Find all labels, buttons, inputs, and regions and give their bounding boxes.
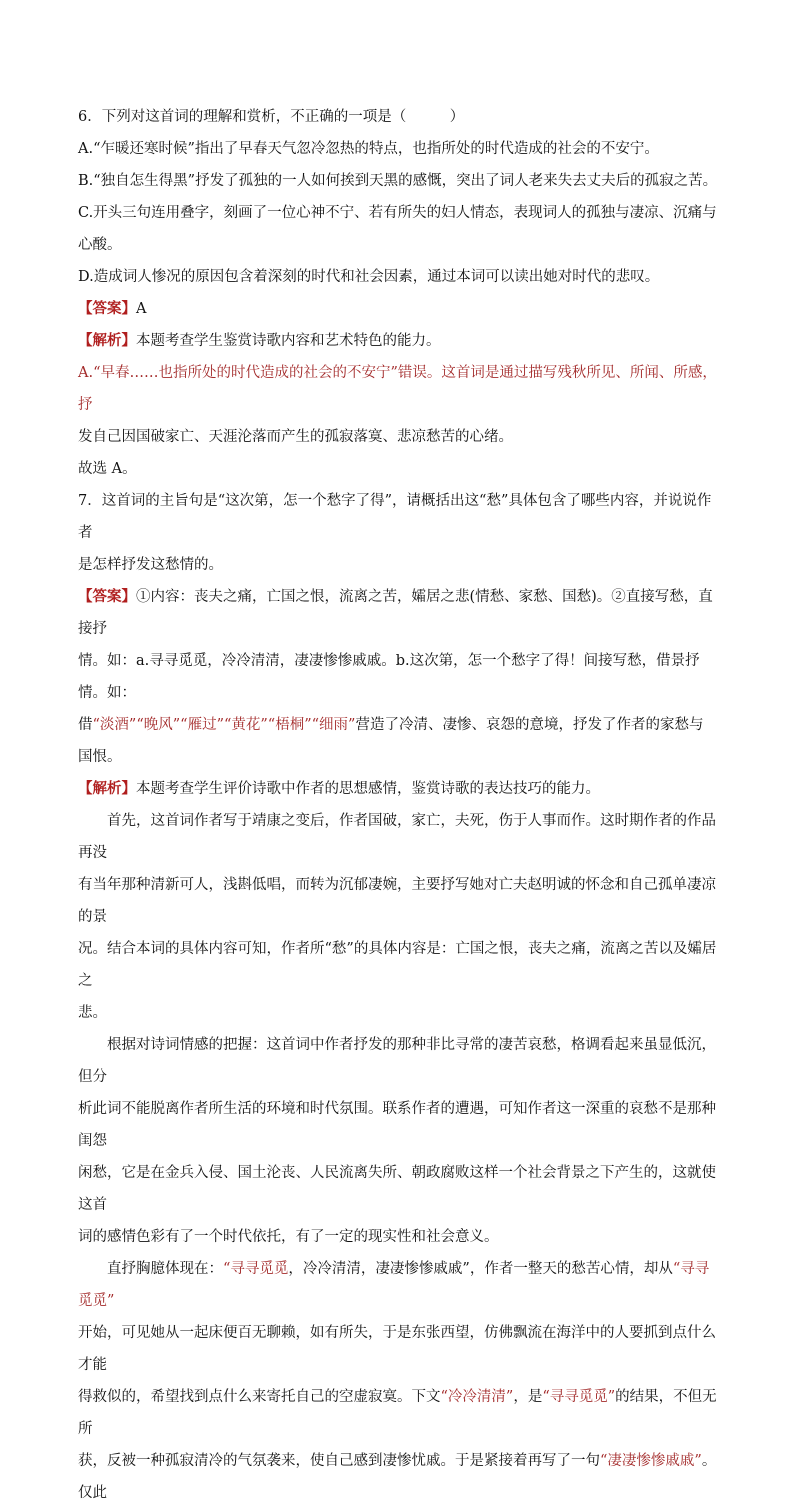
quoted-phrase: “寻寻觅觅” [542,1389,616,1405]
question-7-stem-2: 是怎样抒发这愁情的。 [78,557,223,573]
analysis-paragraph-1-line-2: 有当年那种清新可人，浅斟低唱，而转为沉郁凄婉，主要抒写她对亡夫赵明诚的怀念和自己孤单凄凉的景 [78,877,716,925]
content-body [78,101,722,1509]
answer-text: 营造了冷清、凄惨、哀怨的意境，抒发了作者的家愁与 [355,717,704,733]
analysis-paragraph-3-line-3 [78,1381,722,1445]
question-6-analysis-detail: A.“早春……也指所处的时代造成的社会的不安宁”错误。这首词是通过描写残秋所见、所闻、所感，抒 [78,365,717,413]
quoted-phrase: “寻寻觅觅 [223,1261,289,1277]
question-6-answer [78,293,722,325]
question-6-option-a: A.“乍暖还寒时候”指出了早春天气忽冷忽热的特点，也指所处的时代造成的社会的不安宁。 [78,141,659,157]
analysis-text: 本题考查学生评价诗歌中作者的思想感情，鉴赏诗歌的表达技巧的能力。 [136,781,600,797]
analysis-tag: 【解析】 [78,780,136,797]
question-7-answer [78,581,722,645]
question-7-analysis [78,773,722,805]
question-6-stem: 6．下列对这首词的理解和赏析，不正确的一项是（ ） [78,109,465,125]
quoted-phrase: “冷冷清清” [440,1389,514,1405]
analysis-paragraph-2-line-4: 词的感情色彩有了一个时代依托，有了一定的现实性和社会意义。 [78,1229,499,1245]
analysis-text: 本题考查学生鉴赏诗歌内容和艺术特色的能力。 [136,333,441,349]
answer-tag: 【答案】 [78,588,136,605]
analysis-paragraph-1-line-3: 况。结合本词的具体内容可知，作者所“愁”的具体内容是：亡国之恨，丧夫之痛，流离之苦以及孀居之 [78,941,717,989]
question-7-stem: 7．这首词的主旨句是“这次第，怎一个愁字了得”，请概括出这“愁”具体包含了哪些内容，并说说作者 [78,493,712,541]
analysis-paragraph-3-line-4 [78,1445,722,1509]
analysis-paragraph-3-line-1 [78,1253,722,1317]
question-7-answer-line-2: 情。如：a.寻寻觅觅，冷冷清清，凄凄惨惨戚戚。b.这次第，怎一个愁字了得！间接写愁，借景抒情。如： [78,653,700,701]
analysis-paragraph-2-line-3: 闲愁，它是在金兵入侵、国土沦丧、人民流离失所、朝政腐败这样一个社会背景之下产生的，这就使这首 [78,1165,716,1213]
question-6-analysis [78,325,722,357]
analysis-paragraph-3-line-2: 开始，可见她从一起床便百无聊赖，如有所失，于是东张西望，仿佛飘流在海洋中的人要抓到点什么才能 [78,1325,716,1373]
answer-value: A [136,301,147,317]
highlighted-imagery: “淡酒”“晚风”“雁过”“黄花”“梧桐”“细雨” [92,717,356,733]
para-text: ，冷冷清清，凄凄惨惨戚戚”，作者一整天的愁苦心情，却从 [288,1261,673,1277]
analysis-paragraph-1-line-1: 首先，这首词作者写于靖康之变后，作者国破，家亡，夫死，伤于人事而作。这时期作者的作品再没 [78,813,716,861]
question-6-option-d: D.造成词人惨况的原因包含着深刻的时代和社会因素，通过本词可以读出她对时代的悲叹。 [78,269,660,285]
para-text: 的结果，不但无所 [78,1389,717,1437]
question-6-analysis-detail-2: 发自己因国破家亡、天涯沦落而产生的孤寂落寞、悲凉愁苦的心绪。 [78,429,513,445]
para-text: 得救似的，希望找到点什么来寄托自己的空虚寂寞。下文 [78,1389,441,1405]
para-text: ，是 [513,1389,543,1405]
question-6-choice: 故选 A。 [78,461,137,477]
quoted-phrase: “凄凄惨惨戚戚” [600,1453,702,1469]
question-7-answer-line-3 [78,709,722,741]
question-7-answer-line-4: 国恨。 [78,749,122,765]
answer-text: 借 [78,717,93,733]
answer-line-1: ①内容：丧夫之痛，亡国之恨，流离之苦，孀居之悲(情愁、家愁、国愁)。②直接写愁，直接抒 [78,589,713,637]
analysis-paragraph-2-line-2: 析此词不能脱离作者所生活的环境和时代氛围。联系作者的遭遇，可知作者这一深重的哀愁不是那种闺怨 [78,1101,716,1149]
para-text: 。仅此 [78,1453,717,1501]
para-text: 直抒胸臆体现在： [107,1261,223,1277]
analysis-paragraph-1-line-4: 悲。 [78,1005,107,1021]
para-text: 获，反被一种孤寂清冷的气氛袭来，使自己感到凄惨忧戚。于是紧接着再写了一句 [78,1453,600,1469]
analysis-tag: 【解析】 [78,332,136,349]
quoted-phrase: “寻寻觅觅” [78,1261,710,1309]
question-6-option-c: C.开头三句连用叠字，刻画了一位心神不宁、若有所失的妇人情态，表现词人的孤独与凄凉、沉痛与心酸。 [78,205,717,253]
analysis-paragraph-2-line-1: 根据对诗词情感的把握：这首词中作者抒发的那种非比寻常的凄苦哀愁，格调看起来虽显低沉，但分 [78,1037,716,1085]
answer-tag: 【答案】 [78,300,136,317]
question-6-option-b: B.“独自怎生得黑”抒发了孤独的一人如何挨到天黑的感慨，突出了词人老来失去丈夫后的孤寂之苦。 [78,173,718,189]
